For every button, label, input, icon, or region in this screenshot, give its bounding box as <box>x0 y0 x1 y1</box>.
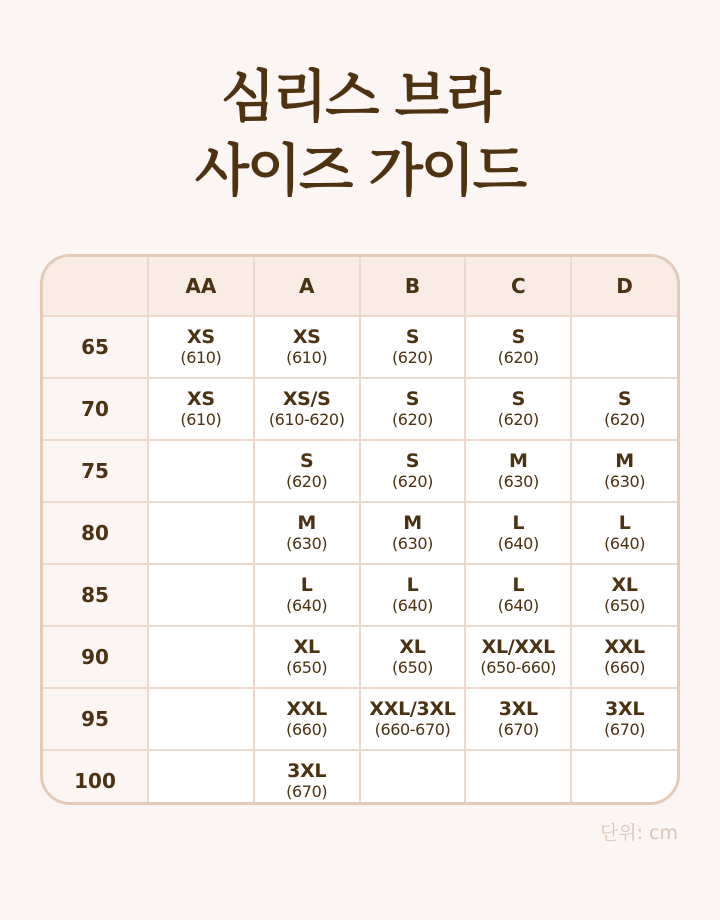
header-cell-cup-b: B <box>360 257 466 316</box>
size-cell <box>571 626 677 688</box>
size-cell <box>148 750 254 805</box>
size-measure: (650) <box>391 657 433 677</box>
size-label: S <box>300 449 314 472</box>
size-label: 3XL <box>498 697 538 720</box>
size-cell <box>571 564 677 626</box>
size-label: 3XL <box>287 759 327 782</box>
size-cell <box>360 564 466 626</box>
size-cell <box>465 378 571 440</box>
size-cell <box>254 316 360 378</box>
size-cell <box>571 750 677 805</box>
size-label: XL <box>293 635 320 658</box>
size-label: M <box>508 449 528 472</box>
table-row <box>43 688 677 750</box>
size-label: S <box>405 387 420 410</box>
size-cell <box>571 440 677 502</box>
size-cell <box>254 750 360 805</box>
size-measure: (620) <box>497 409 539 429</box>
size-measure: (620) <box>391 471 433 491</box>
band-size-cell: 100 <box>43 750 148 805</box>
size-cell <box>254 502 360 564</box>
size-label: S <box>405 325 420 348</box>
size-label: XS/S <box>282 387 331 410</box>
size-label: XS <box>292 325 321 348</box>
size-cell <box>148 502 254 564</box>
size-label: M <box>403 511 422 534</box>
size-cell <box>465 502 571 564</box>
unit-note: 단위: cm <box>599 822 678 844</box>
size-cell <box>360 316 466 378</box>
size-measure: (660-670) <box>374 719 451 739</box>
size-measure: (670) <box>497 719 539 739</box>
size-measure: (640) <box>497 533 539 553</box>
size-label: 3XL <box>605 697 645 720</box>
size-label: XL/XXL <box>481 635 555 658</box>
size-label: M <box>615 449 634 472</box>
size-cell <box>360 626 466 688</box>
size-label: S <box>511 387 525 410</box>
size-cell <box>360 440 466 502</box>
size-measure: (610) <box>286 347 328 367</box>
size-cell <box>254 688 360 750</box>
size-label: XL <box>399 635 426 658</box>
band-size-cell: 70 <box>43 378 148 440</box>
band-size-cell: 65 <box>43 316 148 378</box>
header-cell-cup-c: C <box>465 257 571 316</box>
table-row <box>43 316 677 378</box>
size-table <box>40 254 680 805</box>
size-label: L <box>300 573 313 596</box>
size-cell <box>148 378 254 440</box>
size-label: L <box>512 573 525 596</box>
size-measure: (620) <box>604 409 646 429</box>
size-cell <box>360 502 466 564</box>
size-label: XXL <box>604 635 645 658</box>
size-measure: (630) <box>497 471 539 491</box>
band-size-cell: 95 <box>43 688 148 750</box>
table-header-row <box>43 257 677 316</box>
band-size-cell: 90 <box>43 626 148 688</box>
size-measure: (620) <box>497 347 539 367</box>
size-label: XS <box>187 387 215 410</box>
size-measure: (630) <box>286 533 328 553</box>
size-cell <box>254 378 360 440</box>
size-label: L <box>406 573 419 596</box>
size-cell <box>254 626 360 688</box>
size-measure: (620) <box>391 347 433 367</box>
size-label: XL <box>611 573 638 596</box>
size-cell <box>148 688 254 750</box>
band-size-cell: 80 <box>43 502 148 564</box>
table-row <box>43 750 677 805</box>
size-measure: (640) <box>497 595 539 615</box>
size-cell <box>465 626 571 688</box>
size-measure: (620) <box>286 471 328 491</box>
size-label: XXL <box>286 697 327 720</box>
size-measure: (620) <box>391 409 433 429</box>
size-cell <box>148 440 254 502</box>
size-cell <box>465 316 571 378</box>
header-cell-cup-d: D <box>571 257 677 316</box>
size-measure: (640) <box>286 595 328 615</box>
size-cell <box>571 378 677 440</box>
size-cell <box>254 564 360 626</box>
size-measure: (650) <box>604 595 646 615</box>
size-label: S <box>511 325 525 348</box>
size-measure: (660) <box>604 657 646 677</box>
size-cell <box>465 564 571 626</box>
size-measure: (630) <box>604 471 646 491</box>
header-cell-corner <box>43 257 148 316</box>
size-measure: (640) <box>391 595 433 615</box>
size-measure: (670) <box>286 781 328 801</box>
size-label: XXL/3XL <box>369 697 456 720</box>
size-cell <box>360 688 466 750</box>
size-measure: (610) <box>180 347 222 367</box>
size-measure: (650-660) <box>480 657 557 677</box>
size-measure: (630) <box>391 533 433 553</box>
size-cell <box>360 378 466 440</box>
page-title-line1: 심리스 브라 <box>221 65 499 130</box>
size-cell <box>465 750 571 805</box>
table-row <box>43 626 677 688</box>
size-measure: (660) <box>286 719 328 739</box>
size-cell <box>148 316 254 378</box>
size-measure: (650) <box>286 657 328 677</box>
size-cell <box>465 688 571 750</box>
size-label: XS <box>187 325 215 348</box>
band-size-cell: 85 <box>43 564 148 626</box>
size-label: L <box>512 511 525 534</box>
size-cell <box>360 750 466 805</box>
table-row <box>43 502 677 564</box>
size-cell <box>148 626 254 688</box>
size-measure: (610-620) <box>268 409 345 429</box>
size-cell <box>465 440 571 502</box>
size-label: S <box>405 449 420 472</box>
header-cell-cup-a: A <box>254 257 360 316</box>
size-label: L <box>618 511 631 534</box>
size-label: S <box>617 387 632 410</box>
size-label: M <box>297 511 316 534</box>
table-row <box>43 378 677 440</box>
size-measure: (670) <box>604 719 646 739</box>
band-size-cell: 75 <box>43 440 148 502</box>
header-cell-cup-aa: AA <box>148 257 254 316</box>
size-cell <box>148 564 254 626</box>
size-cell <box>254 440 360 502</box>
page-title-line2: 사이즈 가이드 <box>194 139 526 204</box>
table-row <box>43 564 677 626</box>
size-cell <box>571 688 677 750</box>
size-measure: (640) <box>604 533 646 553</box>
size-cell <box>571 316 677 378</box>
table-row <box>43 440 677 502</box>
size-cell <box>571 502 677 564</box>
size-measure: (610) <box>180 409 222 429</box>
